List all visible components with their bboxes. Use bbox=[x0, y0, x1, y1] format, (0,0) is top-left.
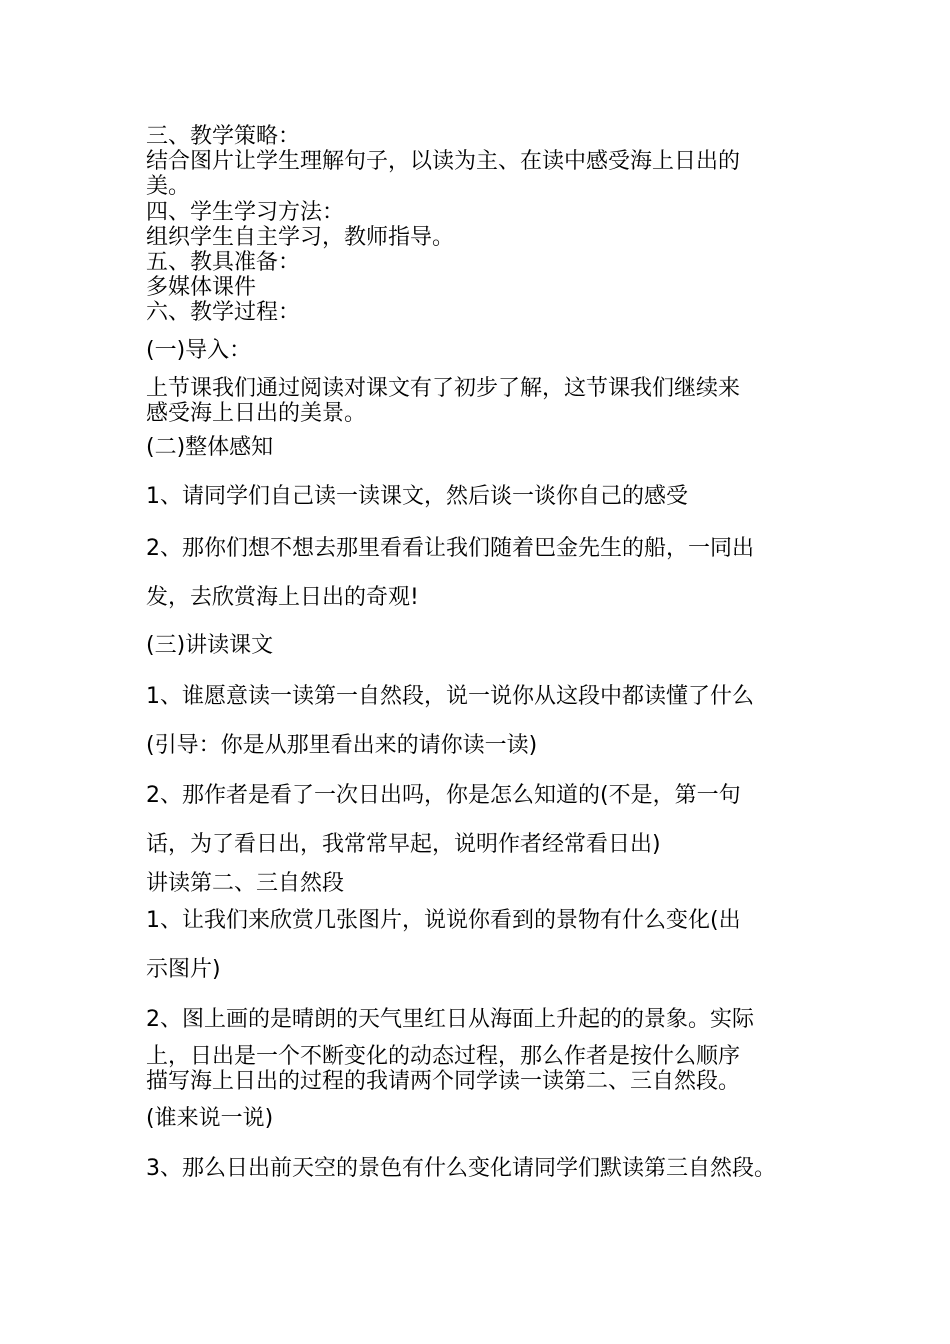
subheading-paragraphs-two-three: 讲读第二、三自然段 bbox=[146, 871, 345, 896]
paragraph-line: (引导：你是从那里看出来的请你读一读) bbox=[146, 733, 538, 758]
paragraph-line: 2、那作者是看了一次日出吗，你是怎么知道的(不是，第一句 bbox=[146, 783, 741, 808]
paragraph-line: 3、那么日出前天空的景色有什么变化请同学们默读第三自然段。 bbox=[146, 1156, 776, 1181]
paragraph-line: 发，去欣赏海上日出的奇观! bbox=[146, 585, 419, 610]
paragraph-line: 2、图上画的是晴朗的天气里红日从海面上升起的的景象。实际 bbox=[146, 1007, 754, 1032]
paragraph-line: 感受海上日出的美景。 bbox=[146, 401, 367, 426]
heading-teaching-process: 六、教学过程： bbox=[146, 300, 301, 325]
subheading-introduction: (一)导入： bbox=[146, 338, 252, 363]
paragraph-line: 组织学生自主学习，教师指导。 bbox=[146, 225, 455, 250]
heading-teaching-aids: 五、教具准备： bbox=[146, 250, 301, 275]
subheading-explain-text: (三)讲读课文 bbox=[146, 633, 274, 658]
paragraph-line: 美。 bbox=[146, 174, 191, 199]
paragraph-line: 示图片) bbox=[146, 957, 221, 982]
paragraph-line: 1、请同学们自己读一读课文，然后谈一谈你自己的感受 bbox=[146, 484, 688, 509]
paragraph-line: (谁来说一说) bbox=[146, 1106, 274, 1131]
paragraph-line: 话，为了看日出，我常常早起，说明作者经常看日出) bbox=[146, 832, 661, 857]
paragraph-line: 描写海上日出的过程的我请两个同学读一读第二、三自然段。 bbox=[146, 1069, 741, 1094]
subheading-overall-perception: (二)整体感知 bbox=[146, 435, 274, 460]
paragraph-line: 上节课我们通过阅读对课文有了初步了解，这节课我们继续来 bbox=[146, 376, 741, 401]
paragraph-line: 1、谁愿意读一读第一自然段，说一说你从这段中都读懂了什么 bbox=[146, 684, 754, 709]
paragraph-line: 结合图片让学生理解句子，以读为主、在读中感受海上日出的 bbox=[146, 149, 741, 174]
heading-teaching-strategy: 三、教学策略： bbox=[146, 124, 301, 149]
paragraph-line: 1、让我们来欣赏几张图片，说说你看到的景物有什么变化(出 bbox=[146, 908, 741, 933]
heading-learning-method: 四、学生学习方法： bbox=[146, 200, 345, 225]
paragraph-line: 2、那你们想不想去那里看看让我们随着巴金先生的船，一同出 bbox=[146, 536, 754, 561]
paragraph-line: 上，日出是一个不断变化的动态过程，那么作者是按什么顺序 bbox=[146, 1044, 741, 1069]
paragraph-line: 多媒体课件 bbox=[146, 275, 257, 300]
